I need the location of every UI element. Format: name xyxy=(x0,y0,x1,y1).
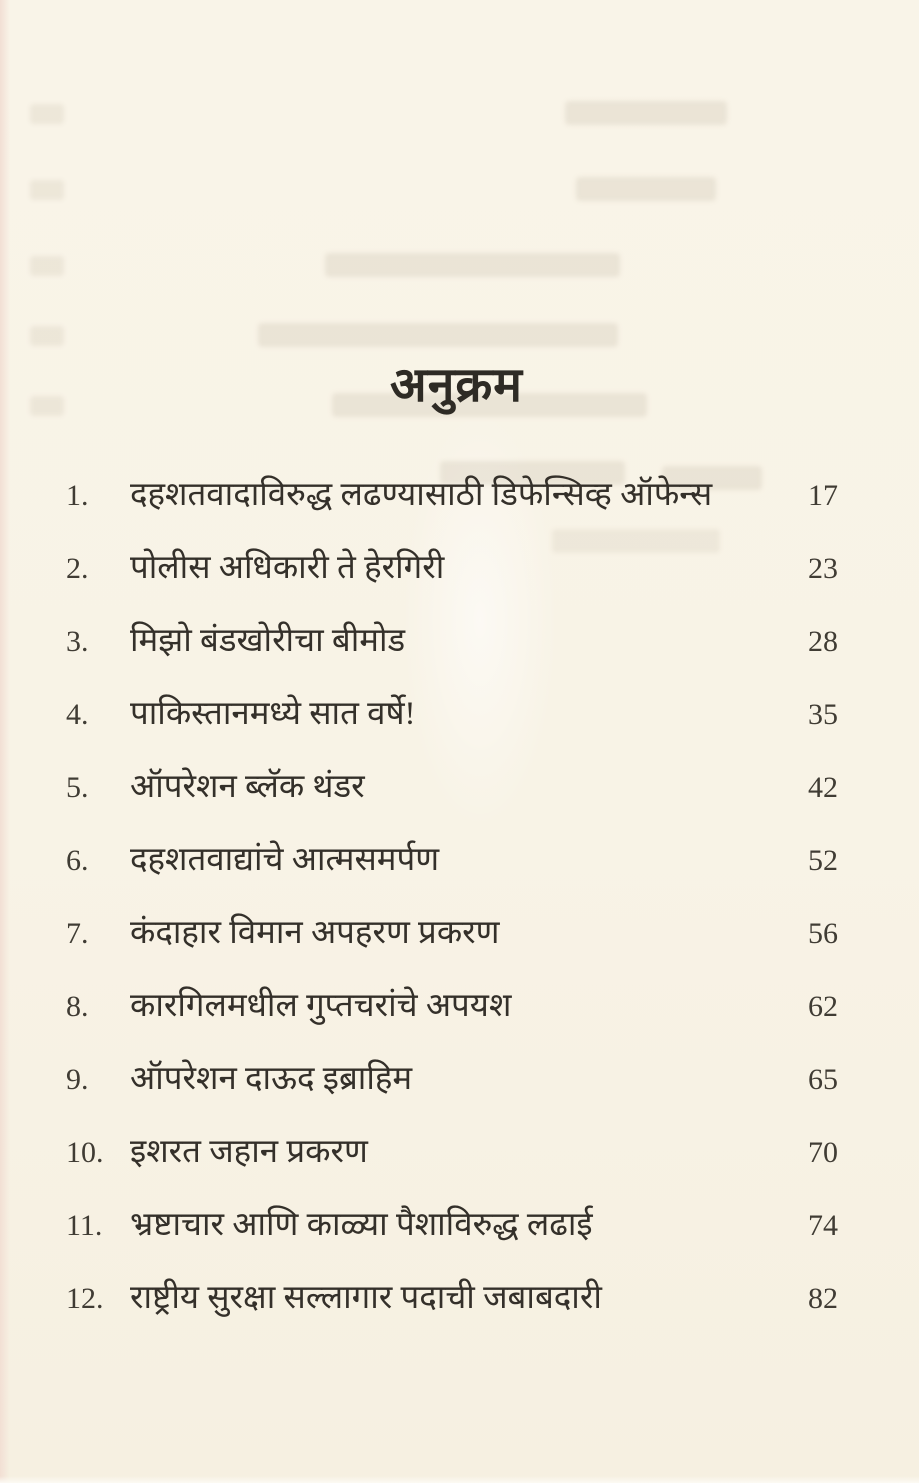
toc-entry-title: ऑपरेशन ब्लॅक थंडर xyxy=(130,769,365,805)
toc-entry-number: 5. xyxy=(66,771,89,804)
toc-entry xyxy=(66,908,838,981)
toc-entry-number: 11. xyxy=(66,1209,103,1242)
toc-entry xyxy=(66,981,838,1054)
toc-entry-title: ऑपरेशन दाऊद इब्राहिम xyxy=(130,1061,413,1097)
bleed-through-page-number xyxy=(30,104,64,124)
toc-entry xyxy=(66,689,838,762)
table-of-contents xyxy=(66,470,838,1346)
toc-entry-title: दहशतवादाविरुद्ध लढण्यासाठी डिफेन्सिव्ह ऑफेन्स xyxy=(130,477,713,513)
toc-entry-number: 7. xyxy=(66,917,89,950)
toc-entry-page-number: 65 xyxy=(808,1063,838,1096)
toc-entry xyxy=(66,470,838,543)
toc-entry-number: 9. xyxy=(66,1063,89,1096)
toc-entry-page-number: 82 xyxy=(808,1282,838,1315)
toc-entry-page-number: 74 xyxy=(808,1209,838,1242)
toc-entry-title: इशरत जहान प्रकरण xyxy=(130,1134,368,1170)
toc-entry-page-number: 17 xyxy=(808,479,838,512)
toc-entry xyxy=(66,616,838,689)
page-title: अनुक्रम xyxy=(390,359,523,413)
toc-entry-page-number: 28 xyxy=(808,625,838,658)
toc-entry-number: 8. xyxy=(66,990,89,1023)
toc-entry-page-number: 52 xyxy=(808,844,838,877)
page-bottom-edge xyxy=(0,1476,919,1483)
toc-entry-title: भ्रष्टाचार आणि काळ्या पैशाविरुद्ध लढाई xyxy=(130,1207,593,1243)
toc-entry-number: 1. xyxy=(66,479,89,512)
toc-entry-page-number: 23 xyxy=(808,552,838,585)
toc-entry-page-number: 62 xyxy=(808,990,838,1023)
page-left-edge xyxy=(0,0,10,1483)
toc-entry-number: 12. xyxy=(66,1282,104,1315)
toc-entry-number: 10. xyxy=(66,1136,104,1169)
toc-entry-title: कारगिलमधील गुप्तचरांचे अपयश xyxy=(130,988,512,1024)
toc-entry-number: 3. xyxy=(66,625,89,658)
toc-entry-number: 2. xyxy=(66,552,89,585)
bleed-through-line xyxy=(565,101,727,125)
toc-entry xyxy=(66,835,838,908)
bleed-through-page-number xyxy=(30,256,64,276)
toc-entry xyxy=(66,762,838,835)
toc-entry-title: दहशतवाद्यांचे आत्मसमर्पण xyxy=(130,842,440,878)
bleed-through-line xyxy=(258,323,618,347)
toc-entry xyxy=(66,1054,838,1127)
bleed-through-page-number xyxy=(30,180,64,200)
toc-entry-title: पाकिस्तानमध्ये सात वर्षे! xyxy=(130,696,416,732)
bleed-through-line xyxy=(576,177,716,201)
toc-entry-number: 4. xyxy=(66,698,89,731)
bleed-through-page-number xyxy=(30,326,64,346)
toc-entry-page-number: 70 xyxy=(808,1136,838,1169)
toc-entry-page-number: 35 xyxy=(808,698,838,731)
toc-entry xyxy=(66,543,838,616)
toc-entry-title: कंदाहार विमान अपहरण प्रकरण xyxy=(130,915,500,951)
toc-entry-title: राष्ट्रीय सुरक्षा सल्लागार पदाची जबाबदारी xyxy=(130,1280,602,1316)
toc-entry-number: 6. xyxy=(66,844,89,877)
toc-entry-page-number: 42 xyxy=(808,771,838,804)
toc-entry xyxy=(66,1200,838,1273)
toc-entry-title: मिझो बंडखोरीचा बीमोड xyxy=(130,623,406,659)
toc-entry-page-number: 56 xyxy=(808,917,838,950)
toc-entry xyxy=(66,1127,838,1200)
toc-entry-title: पोलीस अधिकारी ते हेरगिरी xyxy=(130,550,445,586)
toc-entry xyxy=(66,1273,838,1346)
bleed-through-line xyxy=(325,253,620,277)
